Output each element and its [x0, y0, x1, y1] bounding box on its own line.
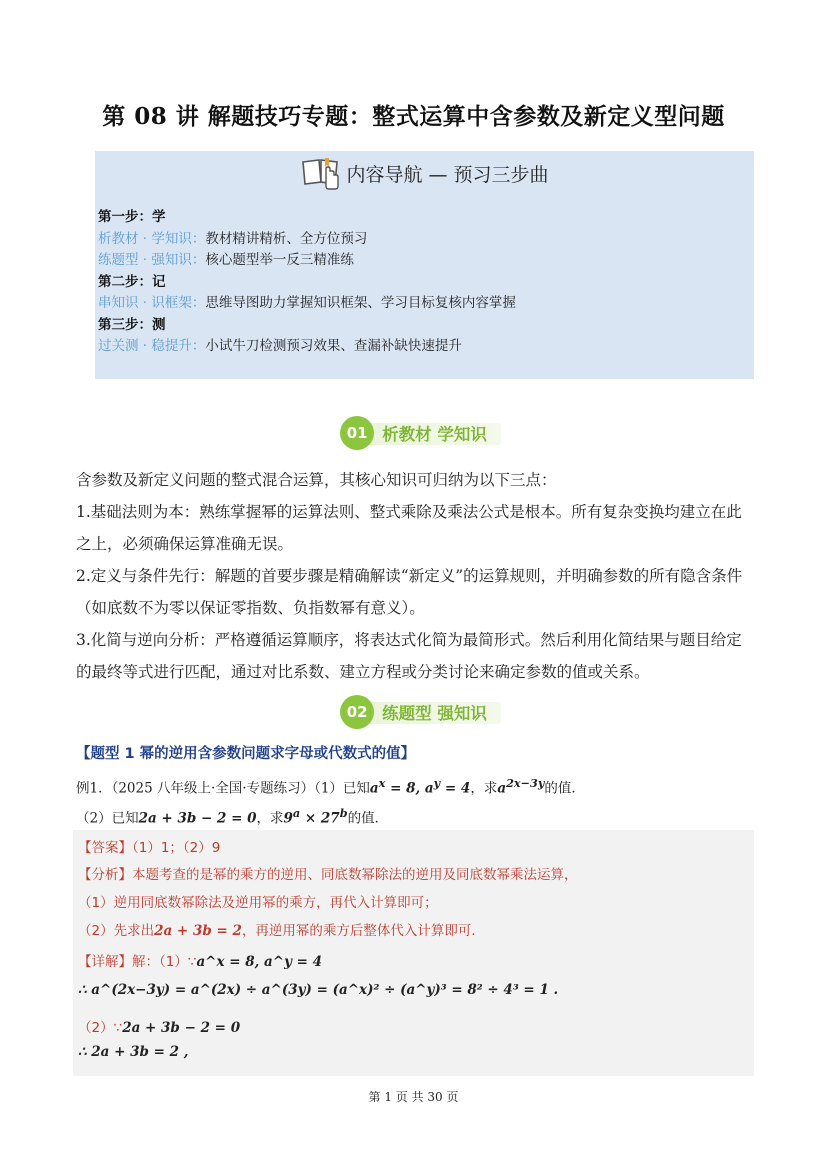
nav-heading: 内容导航 — 预习三步曲: [346, 163, 549, 186]
intro-point-1: 1.基础法则为本：熟练掌握幂的运算法则、整式乘除及乘法公式是根本。所有复杂变换均建立在此之上，必须确保运算准确无误。: [76, 503, 742, 553]
page-title: 第 08 讲 解题技巧专题：整式运算中含参数及新定义型问题: [102, 103, 725, 130]
nav-item-practice: 练题型 · 强知识：核心题型举一反三精准练: [98, 252, 354, 268]
section-number: 01: [340, 416, 374, 450]
section-label: 练题型 强知识: [382, 704, 487, 723]
solution-step-3: ∴ 2a + 3b = 2 ,: [78, 1044, 189, 1060]
question-type-title: 【题型 1 幂的逆用含参数问题求字母或代数式的值】: [76, 746, 416, 762]
example-question-part2: （2）已知2a + 3b − 2 = 0，求$9^a \times 27^b$的值．: [76, 806, 389, 827]
section-header-02: [0, 695, 827, 729]
nav-item-learn: 析教材 · 学知识：教材精讲精析、全方位预习: [98, 230, 368, 247]
answer-box: [73, 830, 754, 1076]
intro-point-3: 3.化简与逆向分析：严格遵循运算顺序，将表达式化简为最简形式。然后利用化简结果与题目给定的最终等式进行匹配，通过对比系数、建立方程或分类讨论来确定参数的值或关系。: [76, 631, 742, 681]
analysis-point-1: （1）逆用同底数幂除法及逆用幂的乘方，再代入计算即可；: [78, 895, 438, 911]
nav-step-1: 第一步：学: [98, 209, 166, 225]
section-number: 02: [340, 695, 374, 729]
nav-step-3: 第三步：测: [98, 316, 166, 333]
solution-step-1: ∴ a^(2x−3y) = a^(2x) ÷ a^(3y) = (a^x)² ÷ (a^y)³ = 8² ÷ 4³ = 1 .: [78, 982, 559, 998]
nav-item-framework: 串知识 · 识框架：思维导图助力掌握知识框架、学习目标复核内容掌握: [98, 295, 516, 311]
analysis-line: 【分析】本题考查的是幂的乘方的逆用、同底数幂除法的逆用及同底数幂乘法运算，: [78, 867, 578, 883]
solution-step-2: （2）∵2a + 3b − 2 = 0: [78, 1020, 241, 1036]
intro-paragraph: 含参数及新定义问题的整式混合运算，其核心知识可归纳为以下三点：: [76, 471, 557, 489]
intro-text: [76, 464, 753, 688]
nav-step-2: 第二步：记: [98, 273, 166, 290]
page-footer: 第 1 页 共 30 页: [368, 1090, 459, 1104]
book-pointer-icon: [300, 155, 344, 191]
intro-point-2: 2.定义与条件先行：解题的首要步骤是精确解读“新定义”的运算规则，并明确参数的所有隐含条件（如底数不为零以保证零指数、负指数幂有意义）。: [76, 567, 743, 617]
answer-line: 【答案】（1）1；（2）9: [78, 840, 221, 856]
content-navigation-box: [95, 151, 754, 379]
example-question-part1: 例1．（2025 八年级上·全国·专题练习）（1）已知$a^x = 8$, $a^y = 4$，求$a^{2x-3y}$的值．: [76, 776, 585, 797]
section-header-01: [0, 416, 827, 450]
nav-item-test: 过关测 · 稳提升：小试牛刀检测预习效果、查漏补缺快速提升: [98, 338, 462, 354]
detail-line: 【详解】解：（1）∵a^x = 8, a^y = 4: [78, 954, 323, 970]
nav-header: [95, 155, 754, 191]
section-label: 析教材 学知识: [382, 425, 487, 444]
analysis-point-2: （2）先求出2a + 3b = 2，再逆用幂的乘方后整体代入计算即可．: [78, 923, 485, 939]
nav-steps: [98, 207, 516, 358]
